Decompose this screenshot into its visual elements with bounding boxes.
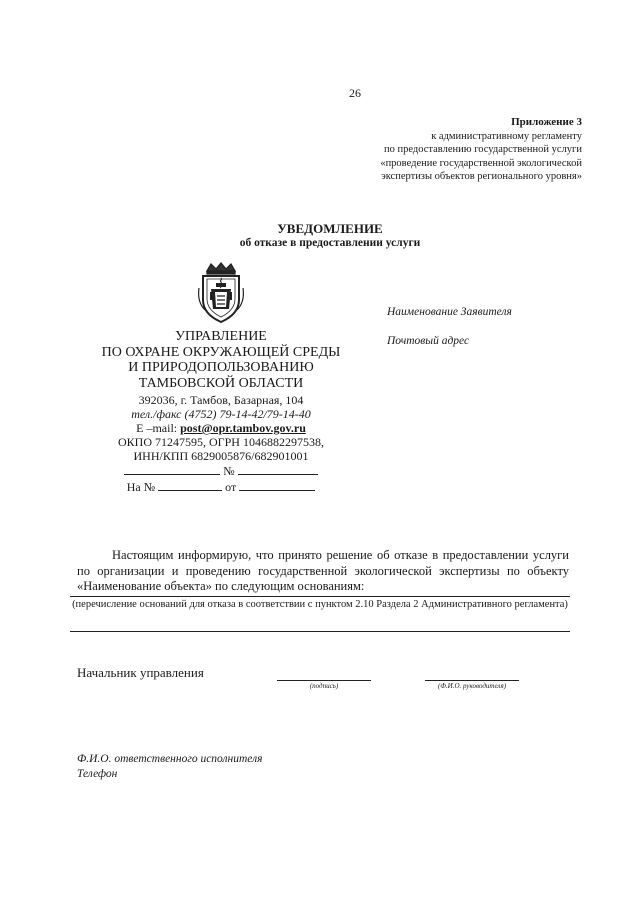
org-inn-kpp: ИНН/КПП 6829005876/682901001 (133, 449, 309, 463)
date-blank (124, 463, 220, 475)
reasons-line (70, 596, 570, 597)
number-blank (238, 463, 318, 475)
executor-phone-label: Телефон (77, 768, 118, 780)
ot-date-blank (239, 479, 315, 491)
signature-line (277, 680, 371, 681)
reasons-line (70, 631, 570, 632)
name-line (425, 680, 519, 681)
email-link[interactable]: post@opr.tambov.gov.ru (180, 421, 306, 435)
applicant-name: Наименование Заявителя (387, 306, 512, 318)
name-caption: (Ф.И.О. руководителя) (437, 682, 507, 690)
notice-paragraph (77, 548, 569, 595)
page-number: 26 (349, 86, 361, 100)
reasons-note: (перечисление оснований для отказа в соответствии с пунктом 2.10 Раздела 2 Административного регламента) (72, 599, 568, 610)
annex-line: экспертизы объектов регионального уровня» (381, 171, 582, 182)
annex-line: по предоставлению государственной услуги (384, 144, 582, 155)
na-number-label: На № (126, 480, 156, 494)
org-name-line: И ПРИРОДОПОЛЬЗОВАНИЮ (128, 360, 314, 375)
outgoing-number-line (90, 463, 352, 479)
incoming-number-line (90, 479, 352, 495)
number-sign: № (223, 464, 235, 478)
org-address: 392036, г. Тамбов, Базарная, 104 (138, 393, 304, 407)
executor-label: Ф.И.О. ответственного исполнителя (77, 753, 263, 765)
annex-title: Приложение 3 (511, 116, 582, 128)
document-title-block (0, 221, 640, 251)
notice-text: Настоящим информирую, что принято решение об отказе в предоставлении услуги по организации и проведению государственной экологической экспертизы по объекту «Наименование объекта» по следующим основаниям: (77, 548, 569, 593)
signature-caption: (подпись) (309, 682, 339, 690)
org-name-line: ПО ОХРАНЕ ОКРУЖАЮЩЕЙ СРЕДЫ (101, 344, 341, 360)
signer-position: Начальник управления (77, 665, 204, 680)
annex-line: к административному регламенту (431, 130, 582, 142)
org-email-line (90, 421, 352, 435)
organization-block (90, 329, 352, 495)
coat-of-arms-icon (197, 262, 245, 324)
ot-label: от (225, 480, 237, 494)
email-label: E –mail: (136, 421, 178, 435)
org-phone: тел./факс (4752) 79-14-42/79-14-40 (131, 407, 311, 421)
org-name-line: ТАМБОВСКОЙ ОБЛАСТИ (138, 375, 304, 391)
na-number-blank (158, 479, 222, 491)
footer-block (77, 752, 262, 782)
org-okpo-ogrn: ОКПО 71247595, ОГРН 1046882297538, (118, 435, 324, 449)
applicant-address: Почтовый адрес (387, 335, 470, 347)
org-name-line: УПРАВЛЕНИЕ (175, 329, 267, 344)
annex-block (380, 116, 582, 184)
document-title: УВЕДОМЛЕНИЕ (277, 221, 383, 236)
document-subtitle: об отказе в предоставлении услуги (239, 237, 421, 249)
annex-line: «проведение государственной экологической (380, 157, 582, 169)
